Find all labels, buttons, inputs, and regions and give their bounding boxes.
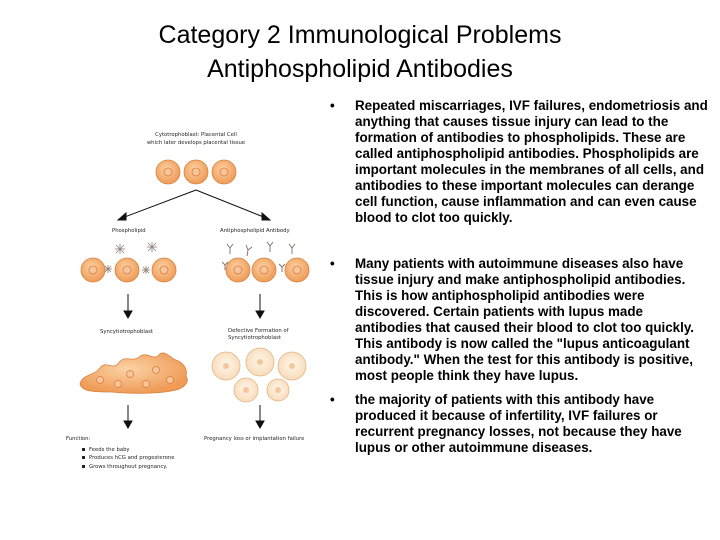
diagram-top-label-2: which later develops placental tissue	[146, 140, 246, 146]
bullet-list	[330, 98, 710, 456]
top-cells	[156, 160, 236, 184]
left-stage2-label: Syncytiotrophoblast	[100, 329, 153, 335]
bullet-item	[330, 392, 710, 456]
left-outcome-label: Function:	[66, 436, 91, 442]
bullet-dot: •	[330, 256, 335, 271]
title-line-2: Antiphospholipid Antibodies	[207, 55, 513, 83]
right-outcome-label: Pregnancy loss or implantation failure	[204, 436, 305, 442]
slide-title	[0, 18, 720, 86]
branch-arrows	[118, 190, 270, 220]
defective-cells	[212, 348, 306, 402]
placenta-diagram	[60, 122, 322, 480]
bullet-text: Many patients with autoimmune diseases also have tissue injury and make antiphospholipid antibodies. This is how antiphospholipid antibodies were discovered. Certain patients with lupus made antibodies that caused their blood to clot too quickly. This antibody is now called the "lupus anticoagulant antibody." When the test for this antibody is positive, most people think they have lupus.	[355, 256, 695, 383]
placenta-diagram-svg	[60, 122, 322, 480]
outcome-item-3: Grows throughout pregnancy.	[89, 464, 168, 470]
left-outcome-list	[82, 447, 175, 470]
down-arrows-2	[124, 405, 264, 428]
right-branch-label: Antiphospholipid Antibody	[220, 228, 290, 234]
outcome-item-1: Feeds the baby	[89, 447, 130, 453]
left-middle-cells	[81, 258, 176, 282]
outcome-item-2: Produces hCG and progesterone	[89, 455, 175, 461]
down-arrows-1	[124, 294, 264, 318]
bullet-dot: •	[330, 98, 335, 113]
bullet-item	[330, 98, 710, 226]
bullet-text: the majority of patients with this antibody have produced it because of infertility, IVF failures or recurrent pregnancy losses, not because they have lupus or other autoimmune diseases.	[355, 392, 682, 455]
title-line-1: Category 2 Immunological Problems	[158, 21, 562, 49]
right-middle-cells	[226, 258, 309, 282]
bullet-dot: •	[330, 392, 335, 407]
diagram-top-label-1: Cytotrophoblast: Placental Cell	[155, 132, 237, 138]
right-stage2-label-2: Syncytiotrophoblast	[228, 335, 281, 341]
bullet-item	[330, 256, 710, 384]
right-stage2-label-1: Defective Formation of	[228, 328, 289, 334]
syncytiotrophoblast-shape	[80, 353, 187, 393]
left-branch-label: Phospholipid	[112, 228, 146, 234]
bullet-text: Repeated miscarriages, IVF failures, endometriosis and anything that causes tissue injury can lead to the formation of antibodies to phospholipids. These are called antiphospholipid antibodies. Phospholipids are important molecules in the membranes of all cells, and antibodies to these important molecules can derange cell function, cause inflammation and can even cause blood to clot too quickly.	[355, 98, 708, 225]
